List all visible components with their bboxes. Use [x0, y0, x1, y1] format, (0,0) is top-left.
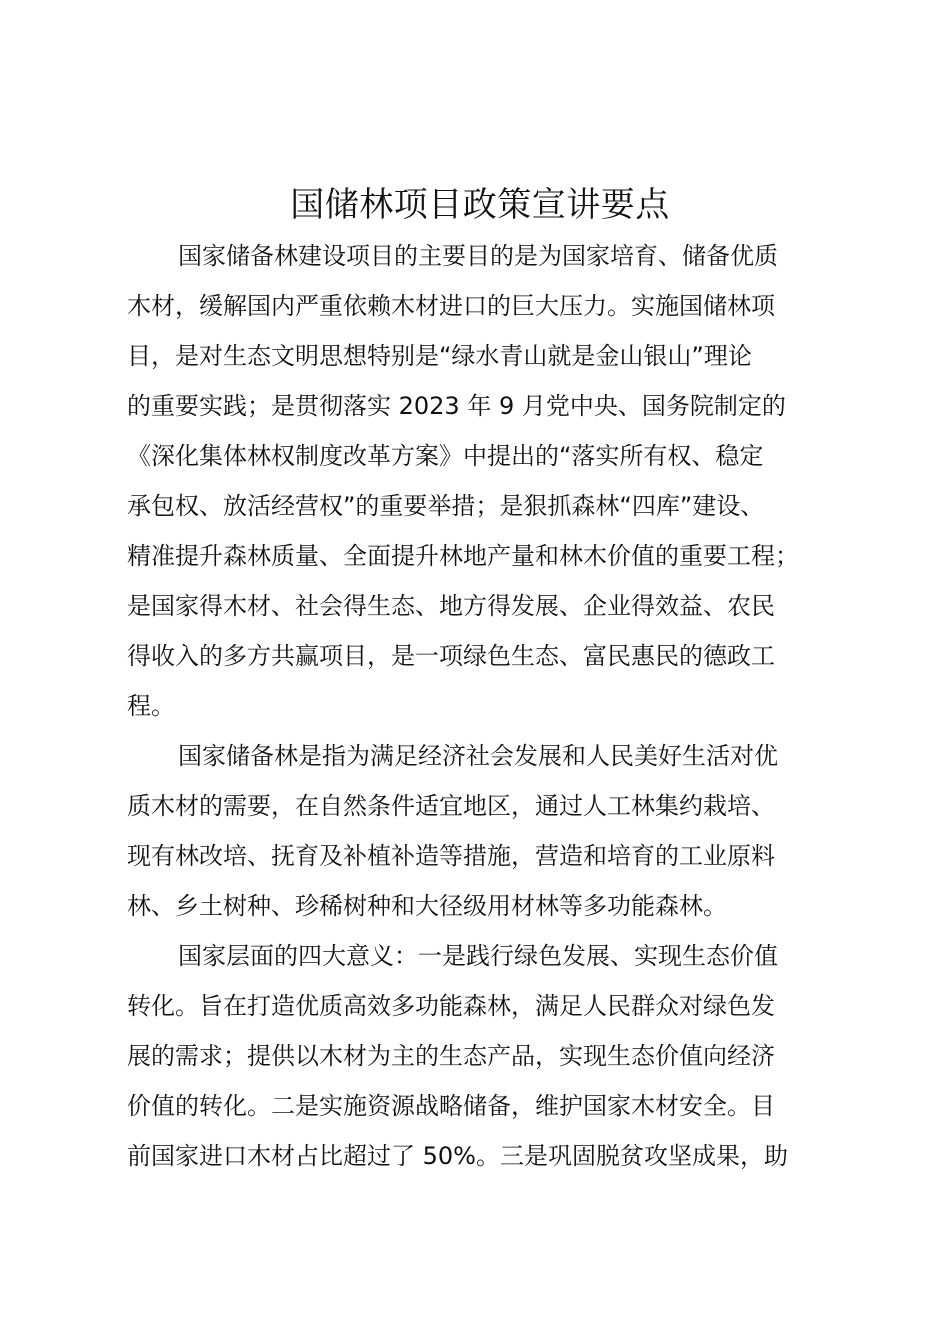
paragraph-3-line-3: 展的需求；提供以木材为主的生态产品，实现生态价值向经济: [127, 1042, 775, 1070]
paragraph-1-line-2: 木材，缓解国内严重依赖木材进口的巨大压力。实施国储林项: [127, 292, 775, 320]
paragraph-2-line-1: 国家储备林是指为满足经济社会发展和人民美好生活对优: [178, 742, 778, 770]
paragraph-3-line-5: 前国家进口木材占比超过了 50%。三是巩固脱贫攻坚成果，助: [127, 1142, 788, 1170]
paragraph-1-line-6: 承包权、放活经营权”的重要举措；是狠抓森林“四库”建设、: [127, 492, 765, 520]
paragraph-1-line-9: 得收入的多方共赢项目，是一项绿色生态、富民惠民的德政工: [127, 642, 775, 670]
paragraph-1-line-10: 程。: [127, 692, 175, 720]
paragraph-3-line-4: 价值的转化。二是实施资源战略储备，维护国家木材安全。目: [127, 1092, 775, 1120]
paragraph-1-line-1: 国家储备林建设项目的主要目的是为国家培育、储备优质: [178, 242, 778, 270]
paragraph-2-line-2: 质木材的需要，在自然条件适宜地区，通过人工林集约栽培、: [127, 792, 775, 820]
paragraph-1-line-8: 是国家得木材、社会得生态、地方得发展、企业得效益、农民: [127, 592, 775, 620]
paragraph-1-line-4: 的重要实践；是贯彻落实 2023 年 9 月党中央、国务院制定的: [127, 392, 786, 420]
paragraph-3-line-2: 转化。旨在打造优质高效多功能森林，满足人民群众对绿色发: [127, 992, 775, 1020]
paragraph-3-line-1: 国家层面的四大意义：一是践行绿色发展、实现生态价值: [178, 942, 778, 970]
paragraph-1-line-7: 精准提升森林质量、全面提升林地产量和林木价值的重要工程；: [127, 542, 799, 570]
paragraph-2-line-4: 林、乡土树种、珍稀树种和大径级用材林等多功能森林。: [127, 892, 727, 920]
paragraph-1-line-3: 目，是对生态文明思想特别是“绿水青山就是金山银山”理论: [127, 342, 752, 370]
document-title: 国储林项目政策宣讲要点: [290, 185, 670, 225]
paragraph-2-line-3: 现有林改培、抚育及补植补造等措施，营造和培育的工业原料: [127, 842, 775, 870]
paragraph-1-line-5: 《深化集体林权制度改革方案》中提出的“落实所有权、稳定: [127, 442, 764, 470]
